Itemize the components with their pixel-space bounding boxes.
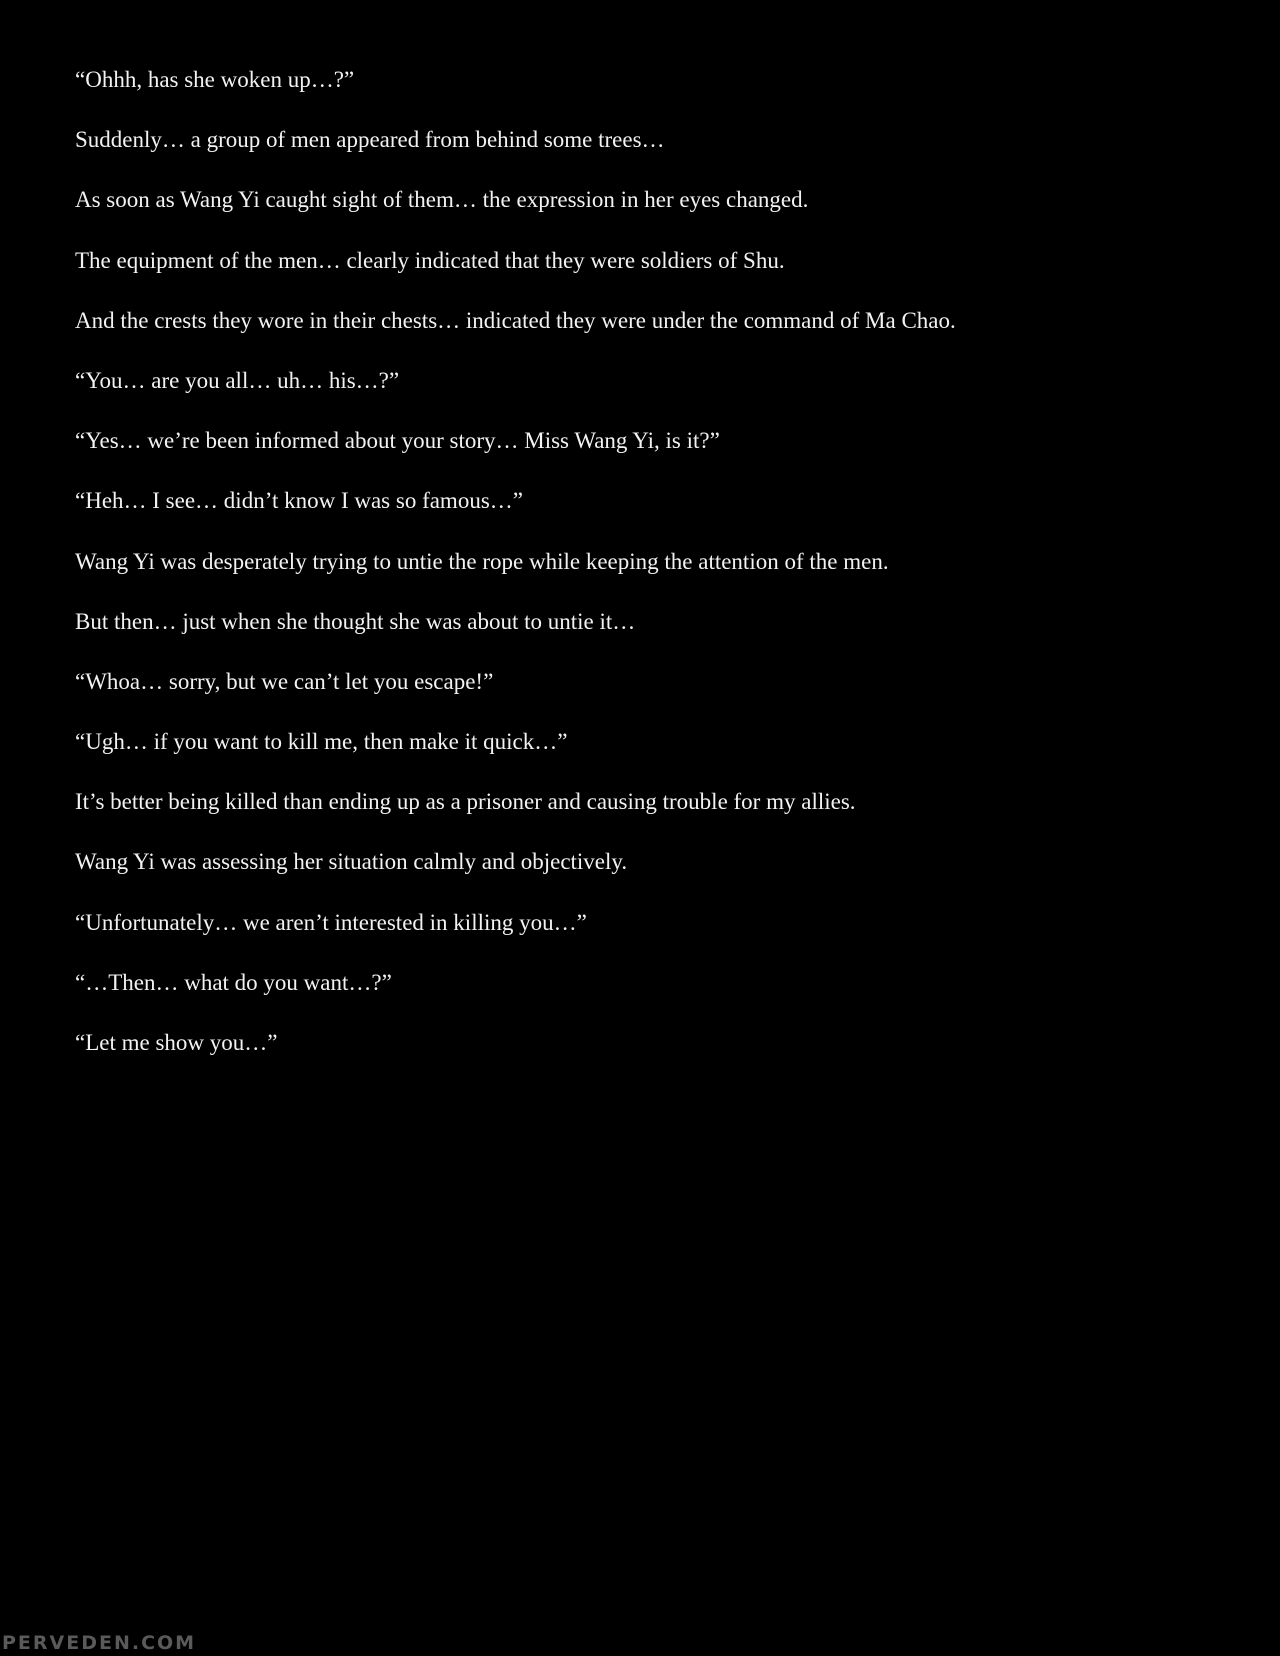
paragraph: And the crests they wore in their chests… indicated they were under the command of Ma Chao. — [75, 307, 956, 333]
paragraph: “Let me show you…” — [75, 1030, 278, 1055]
paragraph: The equipment of the men… clearly indicated that they were soldiers of Shu. — [75, 247, 785, 273]
paragraph: “Ugh… if you want to kill me, then make it quick…” — [75, 729, 568, 755]
paragraph: “Whoa… sorry, but we can’t let you escape!” — [75, 668, 494, 694]
paragraph: Wang Yi was desperately trying to untie the rope while keeping the attention of the men. — [75, 548, 889, 574]
paragraph: “Heh… I see… didn’t know I was so famous…” — [75, 488, 523, 514]
story-text — [75, 66, 1215, 1089]
paragraph: “Ohhh, has she woken up…?” — [75, 67, 355, 92]
paragraph: “…Then… what do you want…?” — [75, 969, 392, 995]
paragraph: “Yes… we’re been informed about your story… Miss Wang Yi, is it?” — [75, 428, 720, 454]
paragraph: Wang Yi was assessing her situation calmly and objectively. — [75, 849, 628, 875]
paragraph: But then… just when she thought she was about to untie it… — [75, 608, 636, 634]
site-watermark: PERVEDEN.COM — [2, 1632, 197, 1654]
paragraph: It’s better being killed than ending up as a prisoner and causing trouble for my allies. — [75, 789, 856, 815]
paragraph: “Unfortunately… we aren’t interested in killing you…” — [75, 909, 587, 935]
paragraph: As soon as Wang Yi caught sight of them… the expression in her eyes changed. — [75, 187, 809, 213]
paragraph: Suddenly… a group of men appeared from behind some trees… — [75, 127, 665, 153]
paragraph: “You… are you all… uh… his…?” — [75, 367, 400, 393]
